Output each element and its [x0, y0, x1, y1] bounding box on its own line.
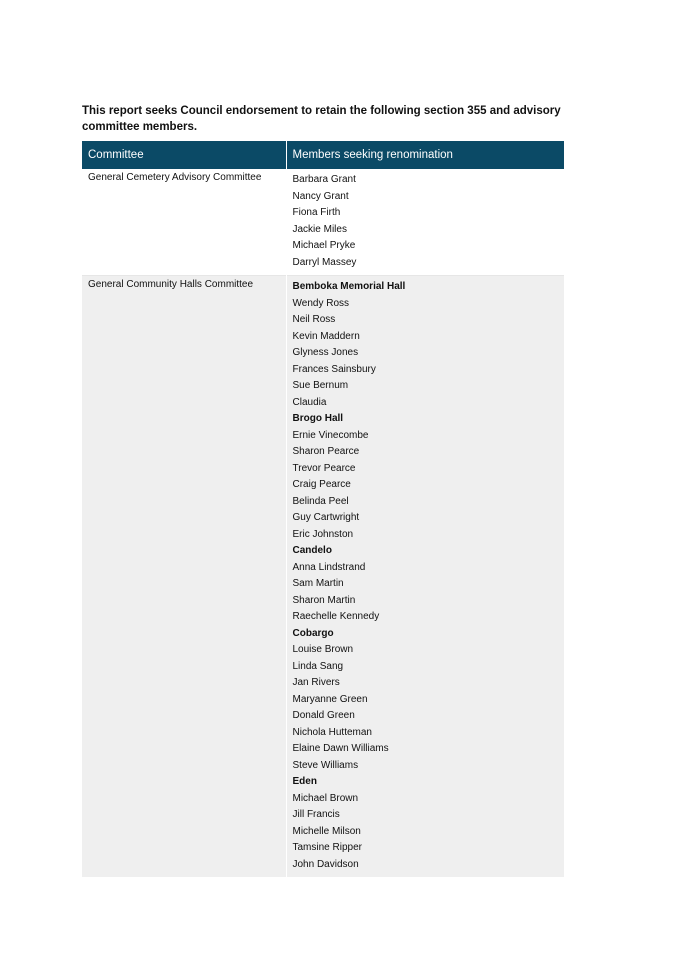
members-cell: [286, 276, 564, 878]
hall-name: Bemboka Memorial Hall: [292, 281, 406, 292]
member-name: Jan Rivers: [292, 677, 340, 688]
member-name: Ernie Vinecombe: [292, 429, 369, 441]
member-name: Tamsine Ripper: [292, 842, 362, 853]
member-name: Craig Pearce: [292, 479, 351, 490]
member-name: Michael Brown: [292, 792, 359, 804]
member-name: Kevin Maddern: [292, 330, 360, 342]
hall-name: Candelo: [292, 545, 332, 556]
member-name: Sue Bernum: [292, 380, 349, 391]
member-name: Trevor Pearce: [292, 462, 356, 474]
member-name: Louise Brown: [292, 644, 354, 655]
member-name: Raechelle Kennedy: [292, 611, 380, 622]
committee-name: General Community Halls Committee: [82, 276, 286, 878]
member-list: [287, 276, 565, 877]
hall-name: Brogo Hall: [292, 413, 344, 424]
hall-name: Eden: [292, 776, 317, 787]
member-name: Frances Sainsbury: [292, 363, 376, 375]
member-name: Glyness Jones: [292, 347, 359, 358]
member-name: Linda Sang: [292, 660, 344, 672]
member-name: Nancy Grant: [292, 190, 349, 202]
member-name: John Davidson: [292, 858, 359, 870]
table-row-cemetery: [82, 169, 564, 276]
header-committee: Committee: [82, 141, 286, 169]
member-name: Fiona Firth: [292, 207, 341, 218]
member-name: Nichola Hutteman: [292, 726, 372, 738]
member-name: Sam Martin: [292, 578, 344, 589]
committee-members-table: [82, 141, 564, 877]
member-name: Claudia: [292, 396, 327, 408]
member-name: Sharon Pearce: [292, 446, 360, 457]
intro-paragraph: This report seeks Council endorsement to retain the following section 355 and advisory committee members.: [82, 105, 561, 133]
members-cell: [286, 169, 564, 276]
header-members: Members seeking renomination: [286, 141, 564, 169]
member-name: Elaine Dawn Williams: [292, 743, 389, 754]
member-name: Neil Ross: [292, 314, 336, 325]
member-name: Belinda Peel: [292, 495, 349, 507]
member-name: Jackie Miles: [292, 223, 347, 235]
member-name: Donald Green: [292, 710, 355, 721]
member-name: Michael Pryke: [292, 240, 356, 251]
member-name: Michelle Milson: [292, 825, 361, 837]
member-name: Wendy Ross: [292, 297, 350, 309]
member-name: Guy Cartwright: [292, 512, 360, 523]
table-header-row: [82, 141, 564, 169]
member-name: Eric Johnston: [292, 528, 354, 540]
member-name: Darryl Massey: [292, 256, 357, 268]
member-name: Maryanne Green: [292, 693, 368, 705]
hall-name: Cobargo: [292, 627, 334, 639]
table-row-halls: [82, 276, 564, 878]
member-name: Jill Francis: [292, 809, 340, 820]
member-name: Barbara Grant: [292, 174, 356, 185]
member-name: Steve Williams: [292, 759, 359, 771]
committee-name: General Cemetery Advisory Committee: [82, 169, 286, 276]
member-name: Anna Lindstrand: [292, 561, 366, 573]
member-list: [287, 169, 565, 275]
member-name: Sharon Martin: [292, 594, 356, 606]
